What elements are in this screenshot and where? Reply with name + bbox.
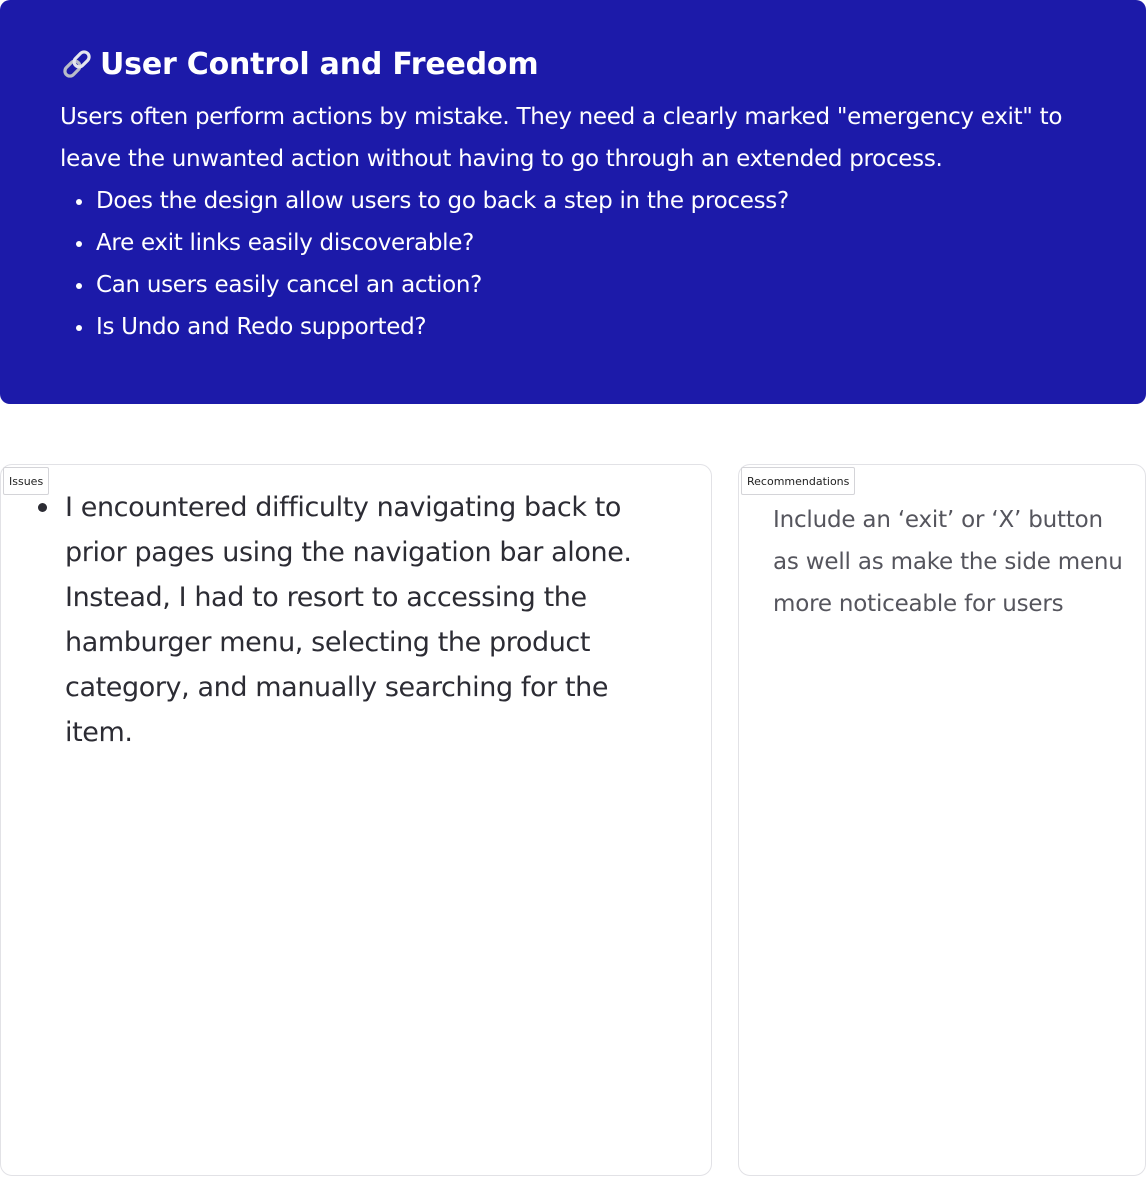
issues-panel[interactable] <box>0 464 712 1176</box>
heuristic-card <box>0 0 1146 404</box>
recommendations-panel[interactable] <box>738 464 1146 1176</box>
question-item: Are exit links easily discoverable? <box>60 222 1086 264</box>
card-title-text: User Control and Freedom <box>100 46 539 82</box>
recommendations-label: Recommendations <box>741 467 855 495</box>
question-item: Can users easily cancel an action? <box>60 264 1086 306</box>
card-description: Users often perform actions by mistake. They need a clearly marked "emergency exit" to leave the unwanted action without having to go through an extended process. <box>60 104 1063 172</box>
link-icon <box>60 47 94 81</box>
question-item: Does the design allow users to go back a step in the process? <box>60 180 1086 222</box>
issue-item: I encountered difficulty navigating back to prior pages using the navigation bar alone. Instead, I had to resort to accessing the hamburger menu, selecting the product category, and manually searching for the item. <box>1 485 661 755</box>
card-title <box>60 44 1086 84</box>
question-item: Is Undo and Redo supported? <box>60 306 1086 348</box>
issues-label: Issues <box>3 467 49 495</box>
question-list <box>60 180 1086 348</box>
recommendation-text: Include an ‘exit’ or ‘X’ button as well as make the side menu more noticeable for users <box>773 507 1123 617</box>
issues-list <box>1 485 661 755</box>
